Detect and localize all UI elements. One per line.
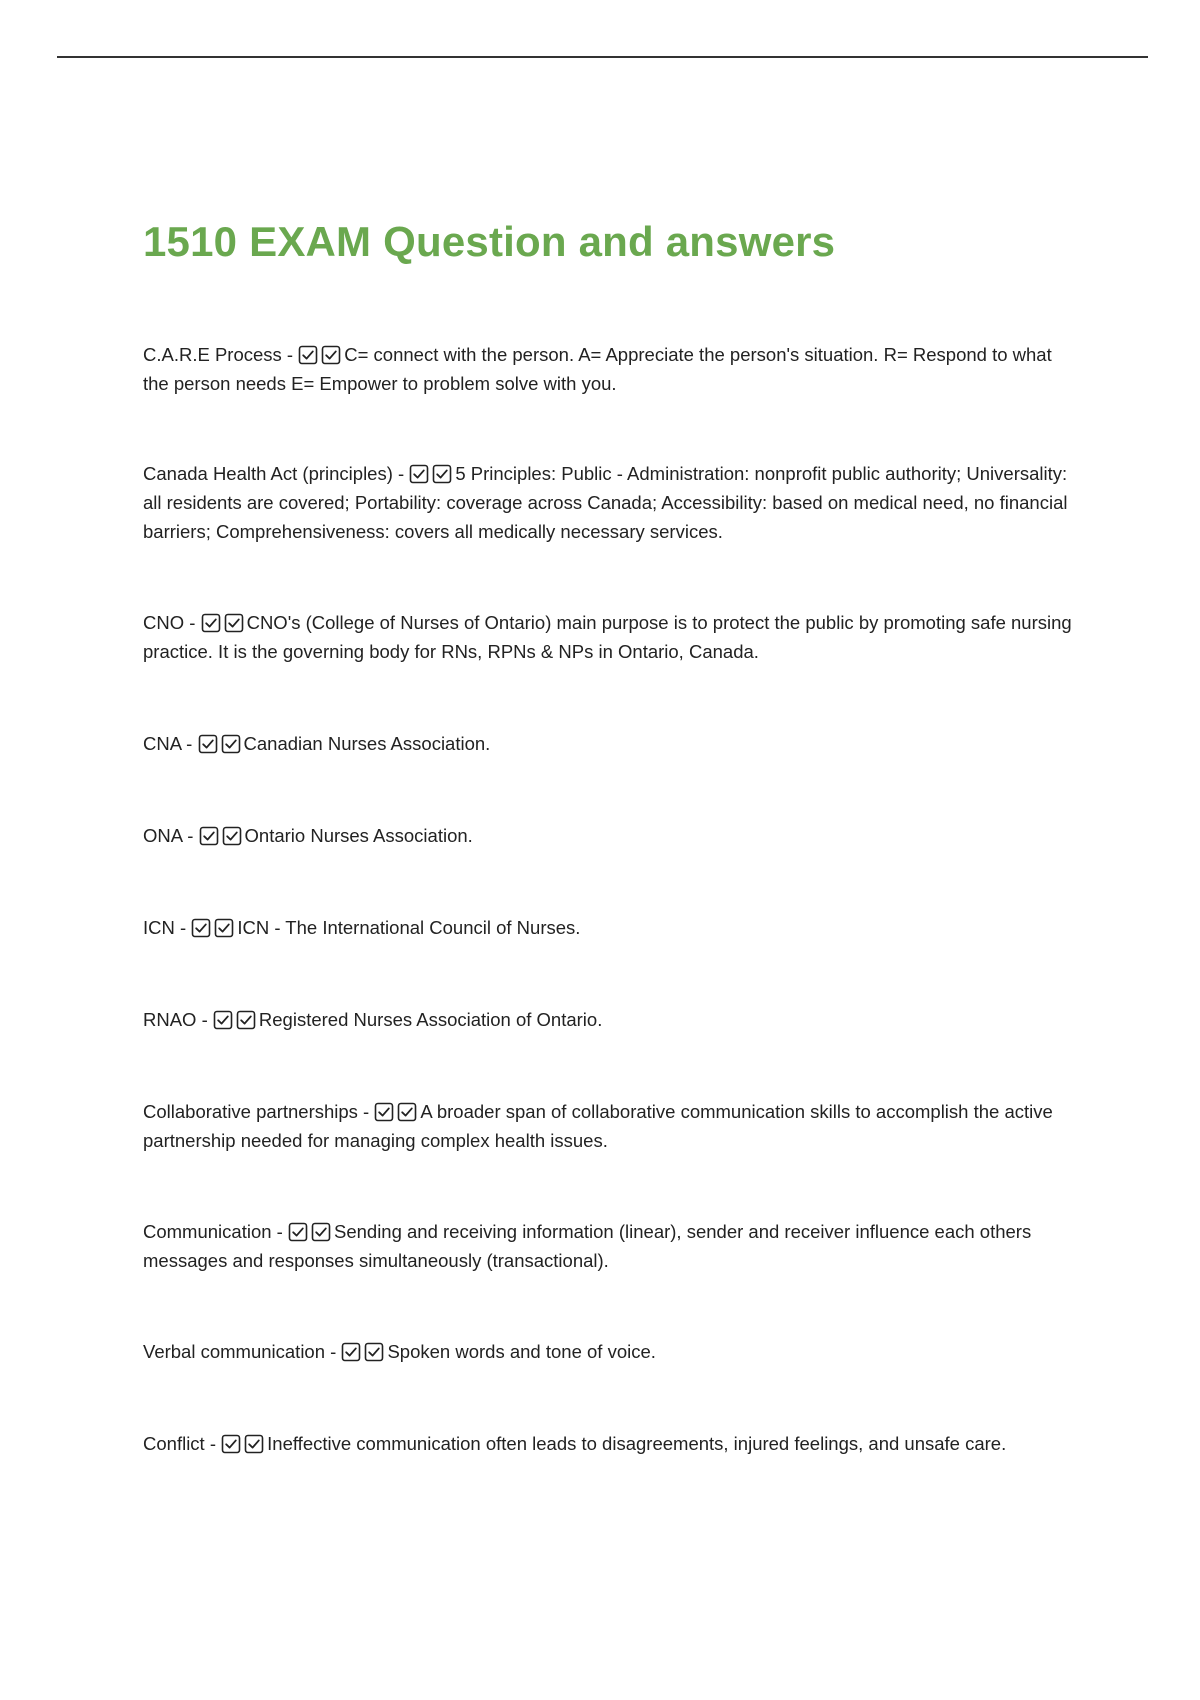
answer-checkmarks [409, 463, 455, 484]
qa-term: Conflict [143, 1433, 205, 1454]
term-separator: - [182, 825, 199, 846]
qa-item [143, 1097, 1078, 1155]
qa-item [143, 1005, 1078, 1034]
checkbox-checked-icon [364, 1342, 384, 1362]
qa-term: Collaborative partnerships [143, 1101, 358, 1122]
qa-item [143, 1429, 1078, 1458]
qa-answer: Registered Nurses Association of Ontario. [258, 1009, 603, 1030]
checkbox-checked-icon [214, 918, 234, 938]
checkbox-checked-icon [198, 734, 218, 754]
qa-item [143, 1217, 1078, 1275]
qa-answer: CNO's (College of Nurses of Ontario) main purpose is to protect the public by promoting safe nursing practice. It is the governing body for RNs, RPNs & NPs in Ontario, Canada. [143, 612, 1072, 662]
answer-checkmarks [221, 1433, 267, 1454]
checkbox-checked-icon [221, 1434, 241, 1454]
qa-term: Verbal communication [143, 1341, 326, 1362]
checkbox-checked-icon [341, 1342, 361, 1362]
qa-answer: Ineffective communication often leads to disagreements, injured feelings, and unsafe care. [267, 1433, 1007, 1454]
qa-term: CNO [143, 612, 185, 633]
page-title: 1510 EXAM Question and answers [143, 218, 836, 265]
checkbox-checked-icon [199, 826, 219, 846]
term-separator: - [271, 1221, 288, 1242]
checkbox-checked-icon [288, 1222, 308, 1242]
answer-checkmarks [341, 1341, 387, 1362]
answer-checkmarks [288, 1221, 334, 1242]
qa-item [143, 1337, 1078, 1366]
term-separator: - [196, 1009, 213, 1030]
answer-checkmarks [298, 344, 344, 365]
term-separator: - [184, 612, 201, 633]
qa-term: ICN [143, 917, 175, 938]
header-divider [57, 56, 1148, 58]
qa-answer: Spoken words and tone of voice. [387, 1341, 656, 1362]
checkbox-checked-icon [236, 1010, 256, 1030]
qa-term: Communication [143, 1221, 272, 1242]
qa-item [143, 729, 1078, 758]
qa-item [143, 608, 1078, 666]
term-separator: - [181, 733, 198, 754]
term-separator: - [392, 463, 410, 484]
checkbox-checked-icon [201, 613, 221, 633]
term-separator: - [281, 344, 299, 365]
term-separator: - [174, 917, 192, 938]
checkbox-checked-icon [221, 734, 241, 754]
qa-item [143, 821, 1078, 850]
qa-answer: Sending and receiving information (linear), sender and receiver influence each others messages and responses simultaneously (transactional). [143, 1221, 1032, 1271]
answer-checkmarks [201, 612, 247, 633]
checkbox-checked-icon [191, 918, 211, 938]
qa-answer: Canadian Nurses Association. [243, 733, 491, 754]
checkbox-checked-icon [397, 1102, 417, 1122]
term-separator: - [325, 1341, 342, 1362]
checkbox-checked-icon [311, 1222, 331, 1242]
qa-term: ONA [143, 825, 183, 846]
checkbox-checked-icon [321, 345, 341, 365]
answer-checkmarks [213, 1009, 259, 1030]
checkbox-checked-icon [432, 464, 452, 484]
checkbox-checked-icon [244, 1434, 264, 1454]
checkbox-checked-icon [224, 613, 244, 633]
term-separator: - [357, 1101, 375, 1122]
answer-checkmarks [191, 917, 237, 938]
qa-term: RNAO [143, 1009, 197, 1030]
qa-answer: Ontario Nurses Association. [244, 825, 473, 846]
qa-answer: ICN - The International Council of Nurses. [237, 917, 581, 938]
checkbox-checked-icon [298, 345, 318, 365]
answer-checkmarks [198, 733, 244, 754]
qa-item [143, 913, 1078, 942]
checkbox-checked-icon [222, 826, 242, 846]
qa-term: Canada Health Act (principles) [143, 463, 393, 484]
qa-term: CNA [143, 733, 182, 754]
qa-answer: 5 Principles: Public - Administration: nonprofit public authority; Universality: all residents are covered; Portability: coverage across Canada; Accessibility: based on medical need, no financial barriers; Comprehensiveness: covers all medically necessary services. [143, 463, 1068, 542]
qa-item [143, 340, 1078, 398]
term-separator: - [204, 1433, 222, 1454]
qa-term: C.A.R.E Process [143, 344, 282, 365]
checkbox-checked-icon [374, 1102, 394, 1122]
checkbox-checked-icon [409, 464, 429, 484]
qa-answer: C= connect with the person. A= Appreciate the person's situation. R= Respond to what the person needs E= Empower to problem solve with you. [143, 344, 1052, 394]
qa-answer: A broader span of collaborative communication skills to accomplish the active partnership needed for managing complex health issues. [143, 1101, 1053, 1151]
answer-checkmarks [199, 825, 245, 846]
qa-item [143, 459, 1078, 546]
checkbox-checked-icon [213, 1010, 233, 1030]
answer-checkmarks [374, 1101, 420, 1122]
